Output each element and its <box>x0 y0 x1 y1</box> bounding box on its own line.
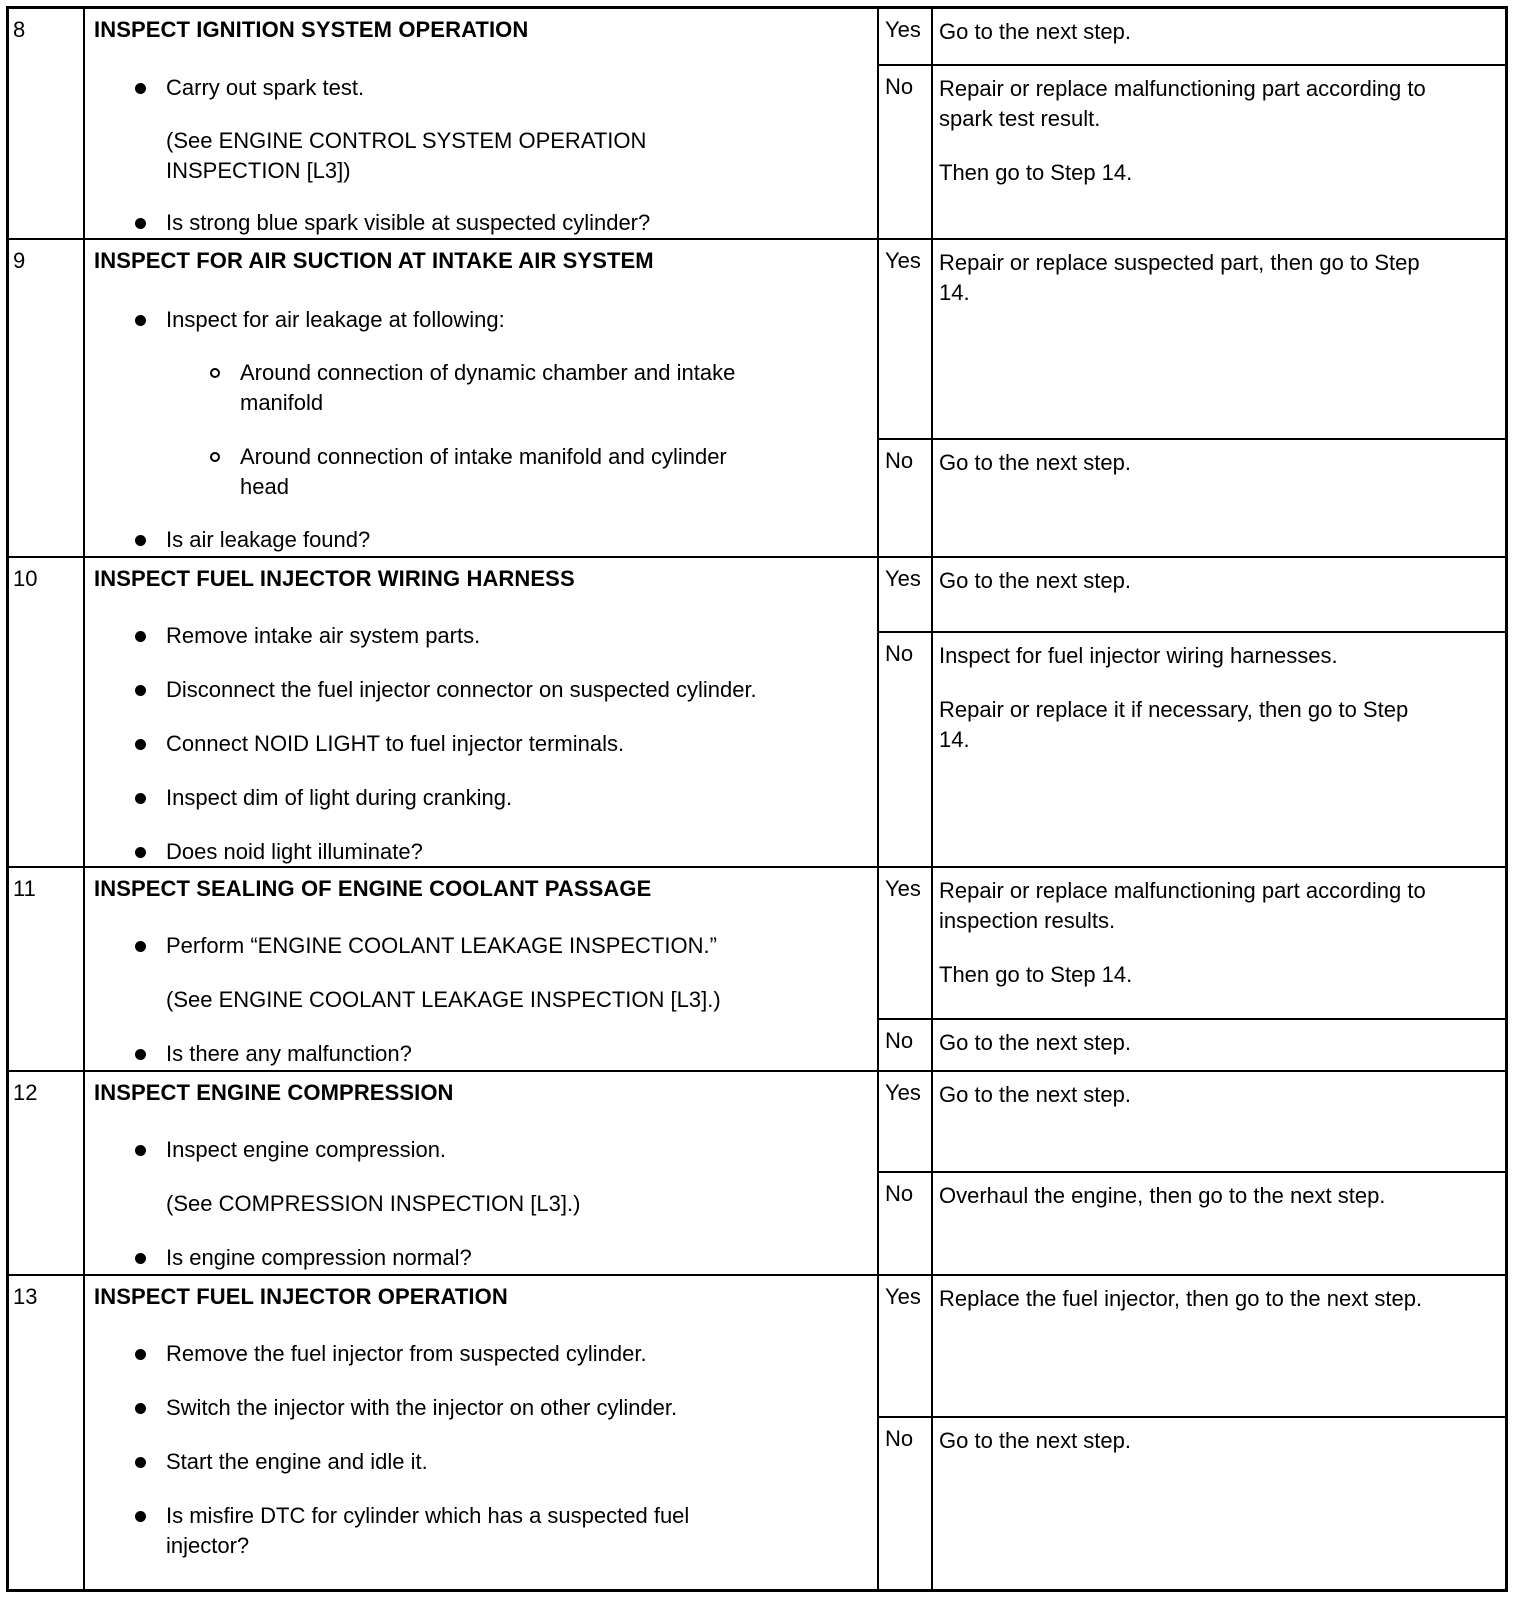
reference-note: (See ENGINE COOLANT LEAKAGE INSPECTION [L3].) <box>166 987 721 1012</box>
step-number: 12 <box>9 1072 85 1274</box>
bullet-dot-icon <box>135 685 146 696</box>
bullet-dot-icon <box>135 218 146 229</box>
procedure-item: Is there any malfunction? <box>166 1041 412 1066</box>
yes-label: Yes <box>879 1276 933 1416</box>
yes-label: Yes <box>879 9 933 64</box>
procedure-item: Inspect dim of light during cranking. <box>166 785 513 810</box>
action-text: Go to the next step. <box>939 568 1132 593</box>
step-number: 11 <box>9 868 85 1070</box>
step-row <box>9 868 1505 1072</box>
yes-result <box>879 868 1505 1020</box>
action-text: Repair or replace malfunctioning part according to inspection results. <box>939 878 1426 933</box>
yes-label: Yes <box>879 558 933 631</box>
bullet-dot-icon <box>135 1253 146 1264</box>
step-row <box>9 240 1505 558</box>
procedure-item: Around connection of dynamic chamber and intake manifold <box>240 360 736 415</box>
procedure-item: Inspect engine compression. <box>166 1137 447 1162</box>
yes-result <box>879 1072 1505 1173</box>
procedure-item: Switch the injector with the injector on other cylinder. <box>166 1395 678 1420</box>
no-label: No <box>879 66 933 238</box>
procedure-item: Carry out spark test. <box>166 75 365 100</box>
step-number: 10 <box>9 558 85 866</box>
bullet-dot-icon <box>135 1511 146 1522</box>
bullet-dot-icon <box>135 1349 146 1360</box>
procedure-item: Start the engine and idle it. <box>166 1449 428 1474</box>
yes-label: Yes <box>879 1072 933 1171</box>
no-result <box>879 1173 1505 1274</box>
no-label: No <box>879 440 933 556</box>
action-text: Repair or replace suspected part, then go to Step 14. <box>939 250 1420 305</box>
bullet-dot-icon <box>135 1049 146 1060</box>
bullet-dot-icon <box>135 739 146 750</box>
bullet-dot-icon <box>135 847 146 858</box>
action-text: Overhaul the engine, then go to the next step. <box>939 1183 1386 1208</box>
bullet-dot-icon <box>135 793 146 804</box>
action-text: Go to the next step. <box>939 1428 1132 1453</box>
yes-label: Yes <box>879 868 933 1018</box>
step-procedure <box>85 240 879 556</box>
bullet-dot-icon <box>135 535 146 546</box>
procedure-item: Does noid light illuminate? <box>166 839 423 864</box>
step-number: 13 <box>9 1276 85 1592</box>
procedure-item: Connect NOID LIGHT to fuel injector terminals. <box>166 731 625 756</box>
procedure-item: Is misfire DTC for cylinder which has a suspected fuel injector? <box>166 1503 690 1558</box>
bullet-dot-icon <box>135 941 146 952</box>
bullet-dot-icon <box>135 315 146 326</box>
step-row <box>9 1276 1505 1592</box>
step-row <box>9 1072 1505 1276</box>
action-text: Go to the next step. <box>939 450 1132 475</box>
step-procedure <box>85 9 879 238</box>
no-result <box>879 440 1505 556</box>
action-text: Then go to Step 14. <box>939 159 1133 185</box>
no-label: No <box>879 1020 933 1070</box>
step-procedure <box>85 1072 879 1274</box>
procedure-item: Perform “ENGINE COOLANT LEAKAGE INSPECTION.” <box>166 933 717 958</box>
procedure-item: Disconnect the fuel injector connector on suspected cylinder. <box>166 677 757 702</box>
procedure-item: Remove the fuel injector from suspected cylinder. <box>166 1341 647 1366</box>
no-label: No <box>879 1418 933 1592</box>
step-title: INSPECT ENGINE COMPRESSION <box>94 1080 454 1105</box>
sub-bullet-circle-icon <box>210 368 220 378</box>
action-text: Inspect for fuel injector wiring harnesses. <box>939 643 1338 668</box>
action-text: Replace the fuel injector, then go to the next step. <box>939 1286 1423 1311</box>
sub-bullet-circle-icon <box>210 452 220 462</box>
yes-result <box>879 558 1505 633</box>
procedure-item: Is engine compression normal? <box>166 1245 472 1270</box>
procedure-item: Is air leakage found? <box>166 527 371 552</box>
no-label: No <box>879 1173 933 1274</box>
bullet-dot-icon <box>135 1403 146 1414</box>
procedure-item: Is strong blue spark visible at suspected cylinder? <box>166 210 651 235</box>
step-procedure <box>85 558 879 866</box>
step-title: INSPECT FOR AIR SUCTION AT INTAKE AIR SYSTEM <box>94 248 654 273</box>
action-text: Go to the next step. <box>939 1030 1132 1055</box>
no-result <box>879 633 1505 866</box>
step-number: 8 <box>9 9 85 238</box>
step-title: INSPECT FUEL INJECTOR OPERATION <box>94 1284 508 1309</box>
troubleshooting-table <box>6 6 1508 1592</box>
action-text: Go to the next step. <box>939 19 1132 44</box>
step-procedure <box>85 868 879 1070</box>
bullet-dot-icon <box>135 631 146 642</box>
yes-label: Yes <box>879 240 933 438</box>
reference-note: (See ENGINE CONTROL SYSTEM OPERATION INSPECTION [L3]) <box>166 128 647 183</box>
yes-result <box>879 9 1505 66</box>
step-row <box>9 558 1505 868</box>
no-result <box>879 66 1505 238</box>
step-title: INSPECT IGNITION SYSTEM OPERATION <box>94 17 529 42</box>
bullet-dot-icon <box>135 1457 146 1468</box>
action-text: Then go to Step 14. <box>939 961 1133 987</box>
no-result <box>879 1020 1505 1070</box>
yes-result <box>879 1276 1505 1418</box>
action-text: Repair or replace malfunctioning part according to spark test result. <box>939 76 1426 131</box>
step-row <box>9 9 1505 240</box>
no-result <box>879 1418 1505 1592</box>
action-text: Repair or replace it if necessary, then go to Step 14. <box>939 697 1409 752</box>
bullet-dot-icon <box>135 1145 146 1156</box>
bullet-dot-icon <box>135 83 146 94</box>
action-text: Go to the next step. <box>939 1082 1132 1107</box>
no-label: No <box>879 633 933 866</box>
procedure-item: Remove intake air system parts. <box>166 623 481 648</box>
step-number: 9 <box>9 240 85 556</box>
step-procedure <box>85 1276 879 1592</box>
step-title: INSPECT FUEL INJECTOR WIRING HARNESS <box>94 566 575 591</box>
step-title: INSPECT SEALING OF ENGINE COOLANT PASSAGE <box>94 876 652 901</box>
yes-result <box>879 240 1505 440</box>
procedure-item: Inspect for air leakage at following: <box>166 307 505 332</box>
reference-note: (See COMPRESSION INSPECTION [L3].) <box>166 1191 581 1216</box>
procedure-item: Around connection of intake manifold and cylinder head <box>240 444 727 499</box>
